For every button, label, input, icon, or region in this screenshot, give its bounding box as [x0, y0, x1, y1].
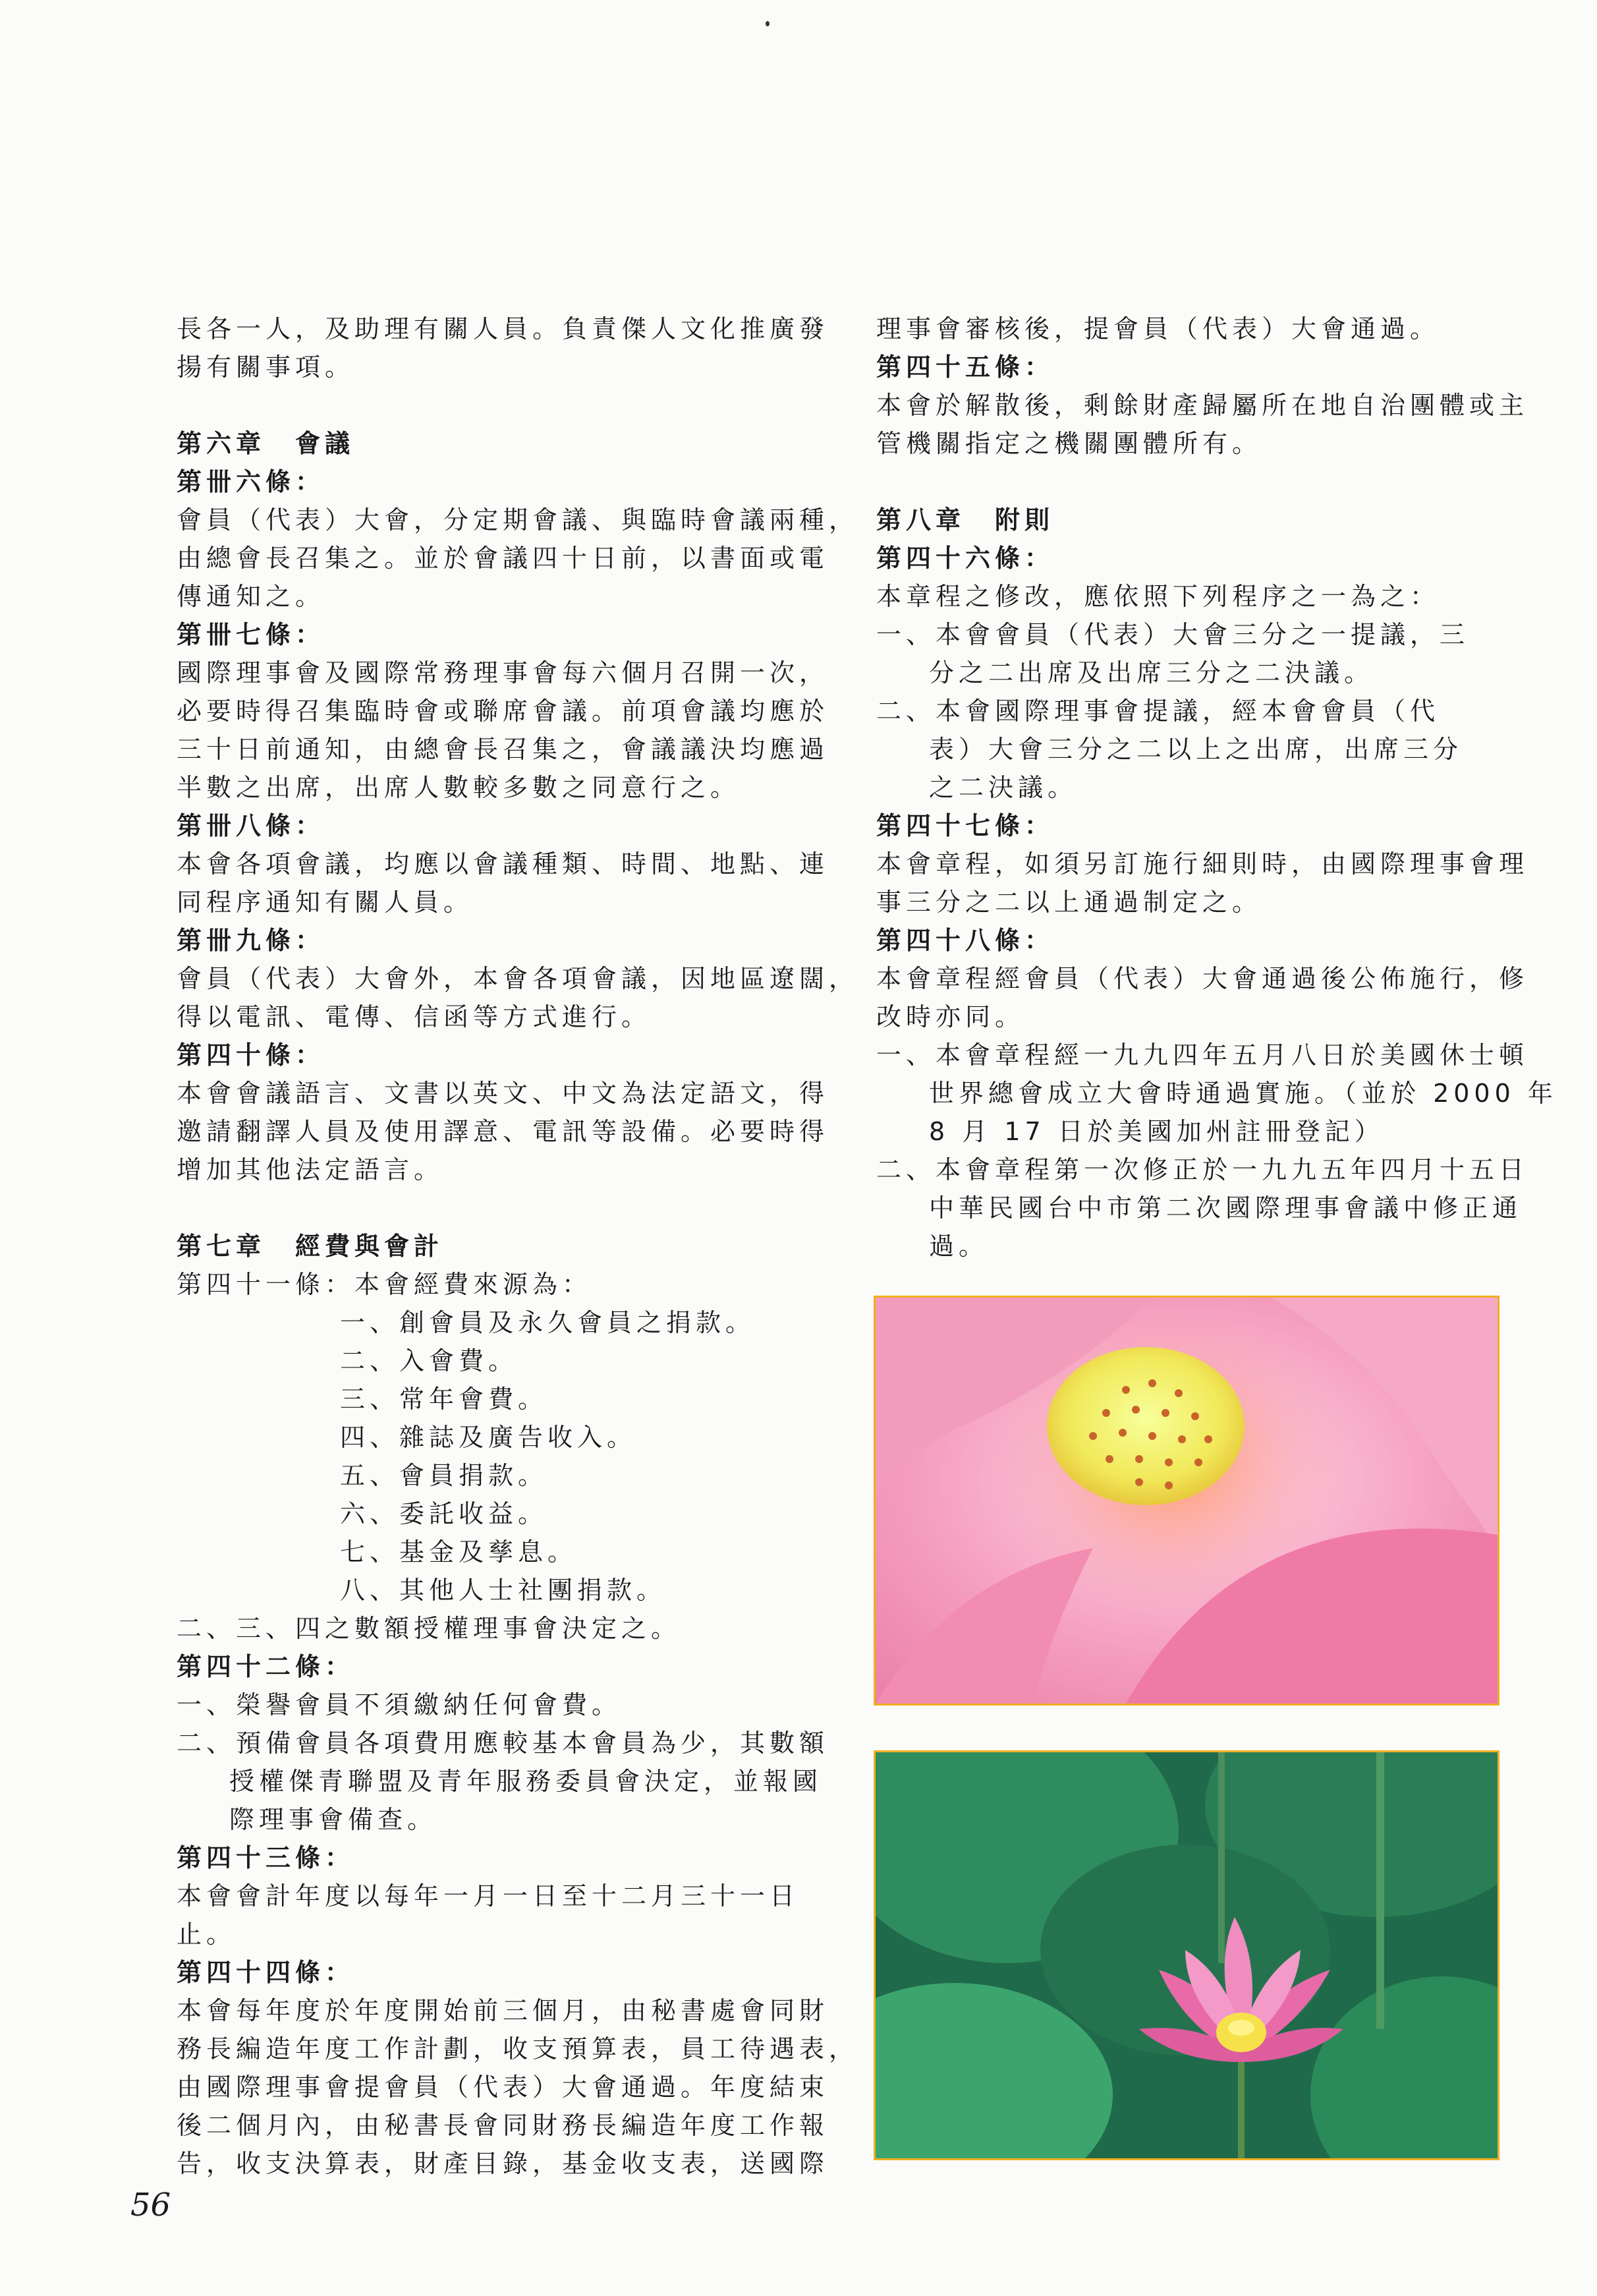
chapter-heading: 第七章 經費與會計 [177, 1232, 444, 1261]
list-item: 一、創會員及永久會員之捐款。 [340, 1308, 756, 1337]
list-item: 授權傑青聯盟及青年服務委員會決定，並報國 [229, 1767, 823, 1796]
list-item: 二、預備會員各項費用應較基本會員為少，其數額 [177, 1729, 829, 1758]
paragraph-line: 揚有關事項。 [177, 353, 355, 382]
paragraph-line: 邀請翻譯人員及使用譯意、電訊等設備。必要時得 [177, 1117, 829, 1146]
paragraph-line: 長各一人，及助理有關人員。負責傑人文化推廣發 [177, 314, 829, 343]
list-item: 六、委託收益。 [340, 1499, 548, 1528]
article-heading: 第四十條： [177, 1041, 325, 1070]
article-heading: 第四十五條： [876, 353, 1055, 382]
paragraph-line: 傳通知之。 [177, 582, 325, 611]
article-heading: 第卌九條： [177, 926, 325, 955]
paragraph-line: 管機關指定之機關團體所有。 [876, 429, 1262, 458]
paragraph-line: 本章程之修改，應依照下列程序之一為之： [876, 582, 1440, 611]
list-item: 分之二出席及出席三分之二決議。 [929, 658, 1374, 687]
article-heading: 第四十六條： [876, 544, 1055, 573]
list-item: 表）大會三分之二以上之出席，出席三分 [929, 735, 1463, 764]
paragraph-line: 增加其他法定語言。 [177, 1155, 444, 1184]
paragraph-line: 理事會審核後，提會員（代表）大會通過。 [876, 314, 1440, 343]
list-item: 之二決議。 [929, 773, 1078, 802]
scan-speck [766, 21, 770, 26]
list-item: 過。 [929, 1232, 989, 1261]
list-item: 8 月 17 日於美國加州註冊登記） [929, 1117, 1384, 1146]
left-column [177, 310, 859, 2183]
list-item: 二、入會費。 [340, 1346, 518, 1375]
lotus-flower-photo [874, 1750, 1499, 2160]
article-heading: 第四十七條： [876, 811, 1055, 840]
right-column [876, 310, 1557, 1265]
paragraph-line: 得以電訊、電傳、信函等方式進行。 [177, 1002, 652, 1031]
paragraph-line: 由國際理事會提會員（代表）大會通過。年度結束 [177, 2073, 829, 2102]
chapter-heading: 第六章 會議 [177, 429, 355, 458]
article-heading: 第卌七條： [177, 620, 325, 649]
paragraph-line: 國際理事會及國際常務理事會每六個月召開一次， [177, 658, 829, 687]
paragraph-line: 由總會長召集之。並於會議四十日前，以書面或電 [177, 544, 829, 573]
paragraph-line: 本會章程，如須另訂施行細則時，由國際理事會理 [876, 849, 1529, 878]
paragraph-line: 會員（代表）大會外，本會各項會議，因地區遼闊， [177, 964, 859, 993]
article-heading: 第四十四條： [177, 1958, 355, 1987]
article-heading: 第卌八條： [177, 811, 325, 840]
article-heading: 第四十三條： [177, 1843, 355, 1872]
paragraph-line: 本會各項會議，均應以會議種類、時間、地點、連 [177, 849, 829, 878]
paragraph-line: 必要時得召集臨時會或聯席會議。前項會議均應於 [177, 697, 829, 726]
paragraph-line: 本會會計年度以每年一月一日至十二月三十一日 [177, 1881, 800, 1910]
paragraph-line: 本會每年度於年度開始前三個月，由秘書處會同財 [177, 1996, 829, 2025]
list-item: 二、本會章程第一次修正於一九九五年四月十五日 [876, 1155, 1529, 1184]
lotus-closeup-photo [874, 1296, 1499, 1706]
article-heading: 第四十二條： [177, 1652, 355, 1681]
article-heading: 第卌六條： [177, 467, 325, 496]
list-item: 八、其他人士社團捐款。 [340, 1576, 667, 1605]
paragraph-line: 事三分之二以上通過制定之。 [876, 888, 1262, 917]
paragraph-line: 二、三、四之數額授權理事會決定之。 [177, 1614, 681, 1643]
paragraph-line: 改時亦同。 [876, 1002, 1025, 1031]
list-item: 世界總會成立大會時通過實施。（並於 2000 年 [929, 1079, 1557, 1108]
list-item: 一、本會章程經一九九四年五月八日於美國休士頓 [876, 1041, 1529, 1070]
list-item: 五、會員捐款。 [340, 1461, 548, 1490]
list-item: 中華民國台中市第二次國際理事會議中修正通 [929, 1193, 1523, 1222]
list-item: 四、雜誌及廣告收入。 [340, 1423, 637, 1452]
list-item: 一、本會會員（代表）大會三分之一提議，三 [876, 620, 1470, 649]
article-heading: 第四十八條： [876, 926, 1055, 955]
paragraph-line: 半數之出席，出席人數較多數之同意行之。 [177, 773, 741, 802]
paragraph-line: 務長編造年度工作計劃，收支預算表，員工待遇表， [177, 2034, 859, 2063]
paragraph-line: 本會於解散後，剩餘財產歸屬所在地自治團體或主 [876, 391, 1529, 420]
paragraph-line: 同程序通知有關人員。 [177, 888, 474, 917]
article-heading: 第四十一條：本會經費來源為： [177, 1270, 592, 1299]
paragraph-line: 本會章程經會員（代表）大會通過後公佈施行，修 [876, 964, 1529, 993]
chapter-heading: 第八章 附則 [876, 505, 1055, 534]
list-item: 一、榮譽會員不須繳納任何會費。 [177, 1690, 622, 1719]
paragraph-line: 會員（代表）大會，分定期會議、與臨時會議兩種， [177, 505, 859, 534]
paragraph-line: 告，收支決算表，財產目錄，基金收支表，送國際 [177, 2149, 829, 2178]
paragraph-line: 本會會議語言、文書以英文、中文為法定語文，得 [177, 1079, 829, 1108]
list-item: 二、本會國際理事會提議，經本會會員（代 [876, 697, 1440, 726]
list-item: 三、常年會費。 [340, 1385, 548, 1414]
list-item: 七、基金及孳息。 [340, 1537, 578, 1566]
list-item: 際理事會備查。 [229, 1805, 437, 1834]
paragraph-line: 三十日前通知，由總會長召集之，會議議決均應過 [177, 735, 829, 764]
page-number: 56 [130, 2187, 171, 2224]
paragraph-line: 後二個月內，由秘書長會同財務長編造年度工作報 [177, 2111, 829, 2140]
paragraph-line: 止。 [177, 1920, 237, 1949]
